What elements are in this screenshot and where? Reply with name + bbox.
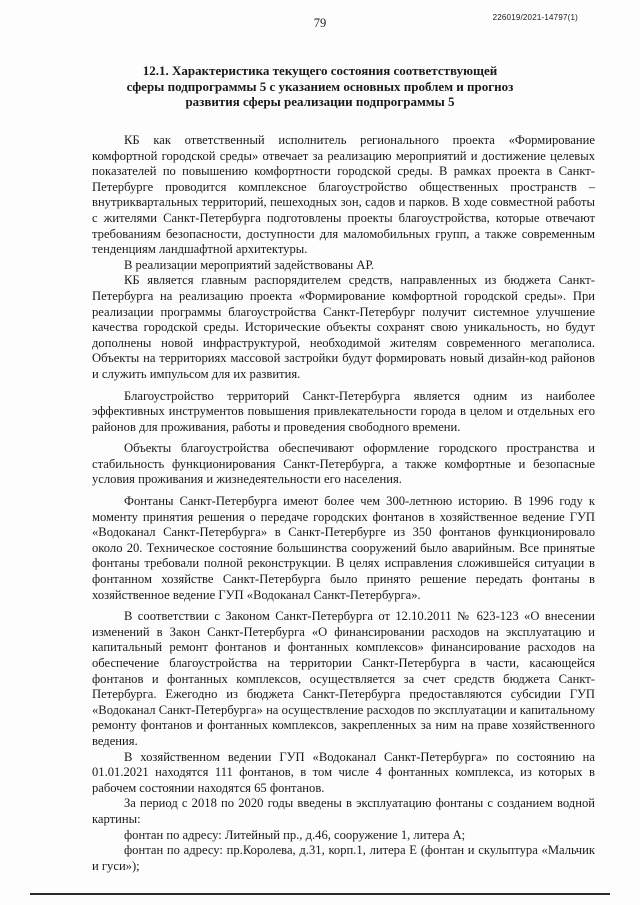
paragraph-ar-involvement: В реализации мероприятий задействованы АР. bbox=[124, 257, 375, 272]
paragraph-budget-manager: КБ является главным распорядителем средств, направленных из бюджета Санкт-Петербурга на реализацию проекта «Формирование комфортной городской среды». При реализации программы благоустройства Санкт-Петербург получит системное улучшение качества городской среды. Исторические объекты сохранят свою уникальность, но будут дополнены новой инфраструктурой, необходимой жителям современного мегаполиса. Объекты на территориях массовой застройки будут формировать новый дизайн-код районов и служить импульсом для их развития. bbox=[92, 273, 595, 381]
paragraph-fountains-count: В хозяйственном ведении ГУП «Водоканал Санкт-Петербурга» по состоянию на 01.01.2021 находятся 111 фонтанов, в том числе 4 фонтанных комплекса, из которых в рабочем состоянии находятся 65 фонтанов. bbox=[92, 749, 595, 795]
section-heading-line-1: 12.1. Характеристика текущего состояния соответствующей bbox=[142, 63, 498, 78]
list-item-fountain-koroleva: фонтан по адресу: пр.Королева, д.31, корп.1, литера Е (фонтан и скульптура «Мальчик и гуси»); bbox=[92, 843, 595, 873]
paragraph-fountains-period: За период с 2018 по 2020 годы введены в эксплуатацию фонтаны с созданием водной картины: bbox=[92, 796, 595, 826]
paragraph-improvement-objects: Объекты благоустройства обеспечивают оформление городского пространства и стабильность функционирования Санкт-Петербурга, а также комфортные и безопасные условия проживания и жизнедеятельности его населения. bbox=[92, 441, 595, 487]
section-heading bbox=[120, 63, 520, 110]
paragraph-improvement-tools: Благоустройство территорий Санкт-Петербурга является одним из наиболее эффективных инструментов повышения привлекательности города в целом и отдельных его районов для проживания, работы и проведения свободного времени. bbox=[92, 388, 595, 434]
document-registration-code: 226019/2021-14797(1) bbox=[492, 13, 578, 22]
page-number: 79 bbox=[313, 16, 327, 30]
list-item-fountain-liteyny: фонтан по адресу: Литейный пр., д.46, сооружение 1, литера А; bbox=[124, 827, 466, 842]
paragraph-project-overview: КБ как ответственный исполнитель регионального проекта «Формирование комфортной городской среды» отвечает за реализацию мероприятий и достижение целевых показателей по повышению комфортности городской среды. В рамках проекта в Санкт-Петербурге проводится комплексное благоустройство общественных пространств – внутриквартальных территорий, пешеходных зон, садов и парков. В ходе совместной работы с жителями Санкт-Петербурга подготовлены проекты благоустройства, которые отвечают требованиям безопасности, доступности для маломобильных групп, а также современным тенденциям ландшафтной архитектуры. bbox=[92, 133, 595, 257]
body-text bbox=[92, 133, 595, 874]
paragraph-fountains-law: В соответствии с Законом Санкт-Петербурга от 12.10.2011 № 623-123 «О внесении изменений в Закон Санкт-Петербурга «О финансировании расходов на эксплуатацию и капитальный ремонт фонтанов и фонтанных комплексов» финансирование расходов на обеспечение благоустройства на территории Санкт-Петербурга в части, касающейся фонтанов и фонтанных комплексов, осуществляется за счет средств бюджета Санкт-Петербурга. Ежегодно из бюджета Санкт-Петербурга предоставляются субсидии ГУП «Водоканал Санкт-Петербурга» на осуществление расходов по эксплуатации и капитальному ремонту фонтанов и фонтанных комплексов, закрепленных за ним на праве хозяйственного ведения. bbox=[92, 609, 595, 748]
section-heading-line-2: сферы подпрограммы 5 с указанием основных проблем и прогноз bbox=[126, 78, 514, 94]
section-heading-line-3: развития сферы реализации подпрограммы 5 bbox=[185, 94, 455, 109]
bottom-divider bbox=[30, 893, 610, 895]
paragraph-fountains-history: Фонтаны Санкт-Петербурга имеют более чем 300-летнюю историю. В 1996 году к моменту принятия решения о передаче городских фонтанов в хозяйственное ведение ГУП «Водоканал Санкт-Петербурга» в Санкт-Петербурге из 350 фонтанов функционировало около 20. Техническое состояние большинства сооружений было аварийным. Все принятые фонтаны требовали полной реконструкции. В целях исправления сложившейся ситуации в фонтанном хозяйстве Санкт-Петербурга было принято решение передать фонтаны в хозяйственное ведение ГУП «Водоканал Санкт-Петербурга». bbox=[92, 494, 595, 602]
